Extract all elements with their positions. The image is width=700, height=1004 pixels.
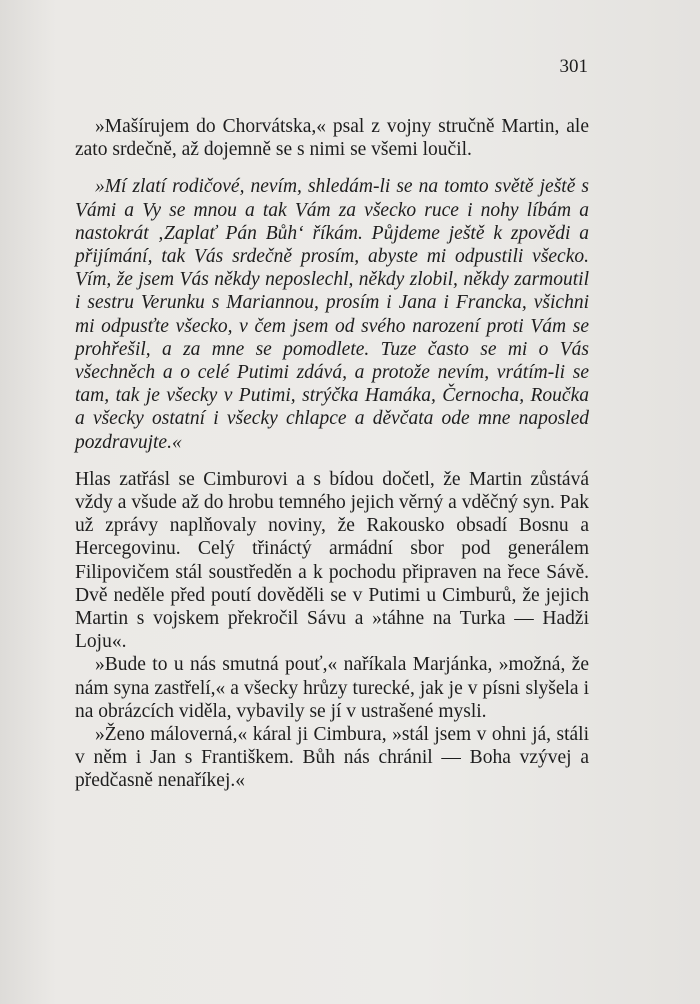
paragraph-marjanka: »Bude to u nás smutná pouť,« naříkala Marjánka, »možná, že nám syna zastřelí,« a všecky hrůzy turecké, jak je v písni slyšela i na obrázcích viděla, vybavily se jí v ustrašené mysli. [75,654,589,722]
paragraph-letter-intro: »Mašírujem do Chorvátska,« psal z vojny stručně Martin, ale zato srdečně, až dojemně se s nimi se všemi loučil. [75,116,589,161]
page-number: 301 [559,56,588,77]
body-text [75,115,589,793]
paragraph-reading: Hlas zatřásl se Cimburovi a s bídou dočetl, že Martin zůstává vždy a všude až do hrobu temného jejich věrný a vděčný syn. Pak už zprávy naplňovaly noviny, že Rakousko obsadí Bosnu a Hercegovinu. Celý třináctý armádní sbor pod generálem Filipovičem stál soustředěn a k pochodu připraven na řece Sávě. Dvě neděle před poutí dověděli se v Putimi u Cimburů, že jejich Martin s vojskem překročil Sávu a »táhne na Turka — Hadži Loju«. [75,468,589,653]
paragraph-cimbura: »Ženo máloverná,« káral ji Cimbura, »stál jsem v ohni já, stáli v něm i Jan s Františkem. Bůh nás chránil — Boha vzývej a předčasně nenaříkej.« [75,724,589,792]
paragraph-letter-quote: »Mí zlatí rodičové, nevím, shledám-li se na tomto světě ještě s Vámi a Vy se mnou a tak Vám za všecko ruce i nohy líbám a nastokrát ‚Zaplať Pán Bůh‘ říkám. Půjdeme ještě k zpovědi a přijímání, tak Vás srdečně prosím, abyste mi odpustili všecko. Vím, že jsem Vás někdy neposlechl, někdy zlobil, někdy zarmoutil i sestru Verunku s Mariannou, prosím i Jana i Francka, všichni mi odpusťte všecko, v čem jsem od svého narození proti Vám se prohřešil, a za mne se pomodlete. Tuze často se mi o Vás všechněch a o celé Putimi zdává, a protože nevím, vrátím-li se tam, tak je všecky v Putimi, strýčka Hamáka, Černocha, Roučka a všecky ostatní i všecky chlapce a děvčata ode mne naposled pozdravujte.« [75,176,589,453]
